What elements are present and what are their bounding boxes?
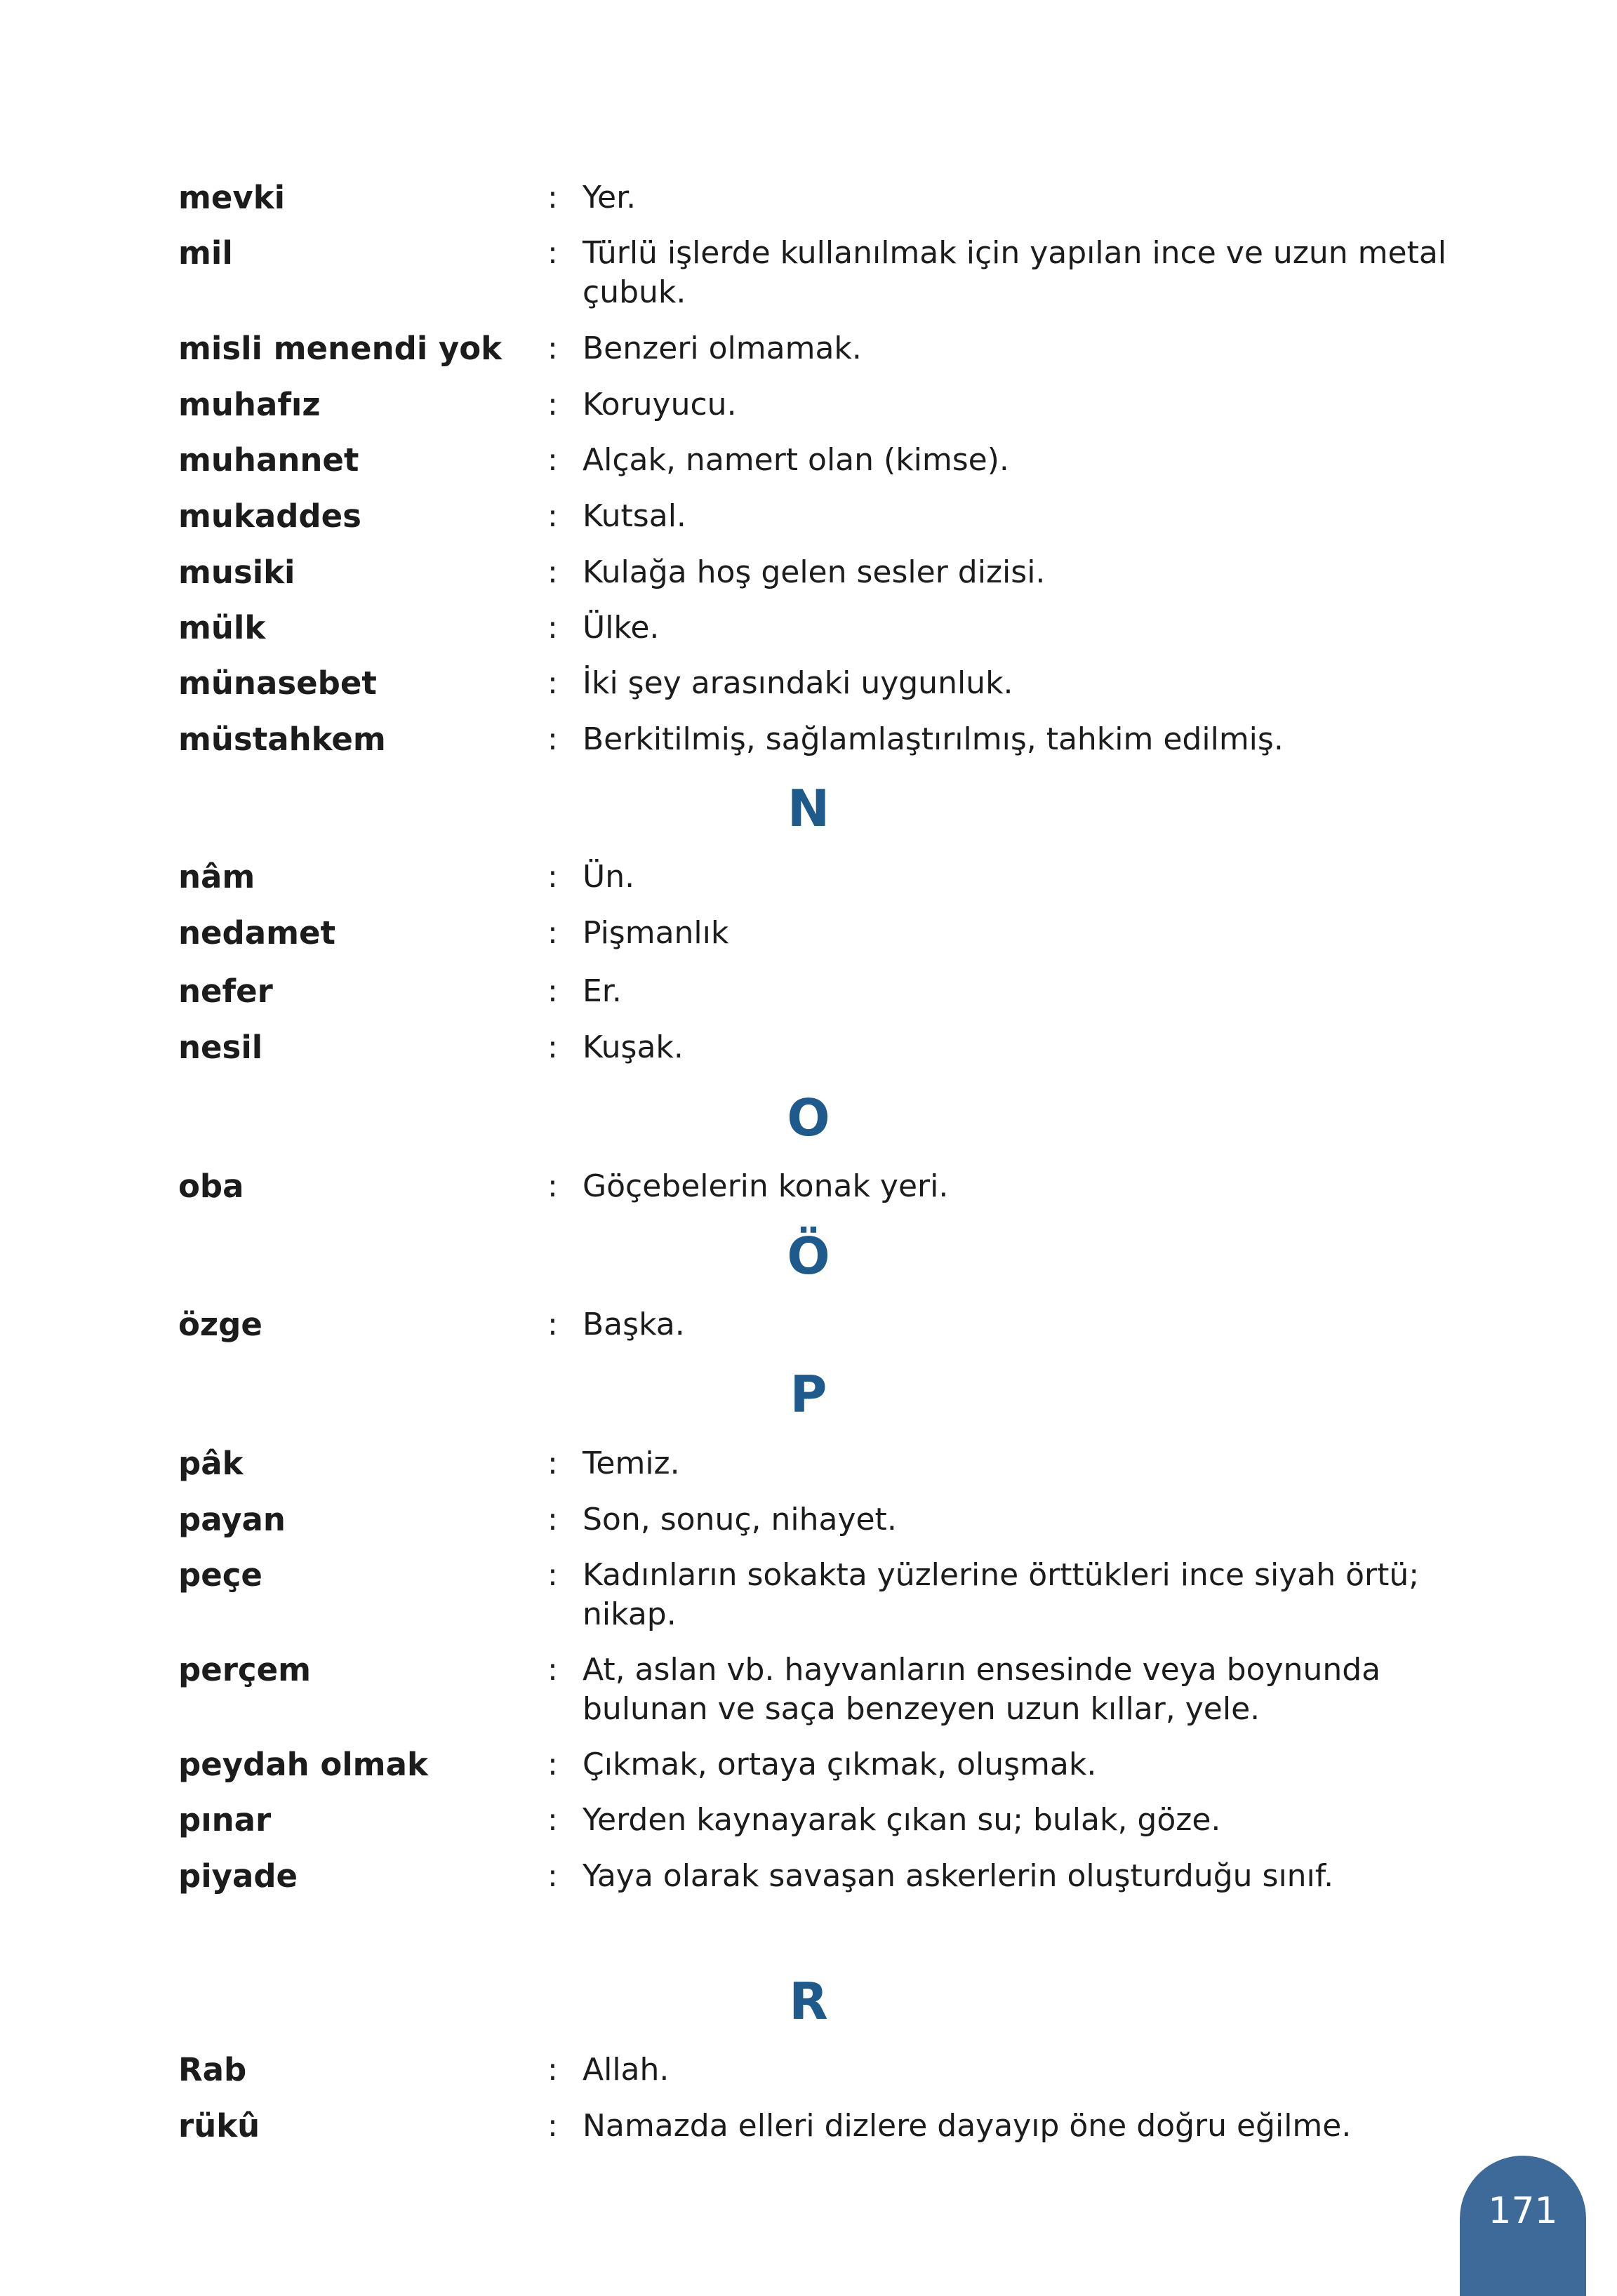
entry-separator: :: [547, 665, 558, 701]
entry-separator: :: [547, 554, 558, 590]
entry-term: muhannet: [178, 441, 359, 479]
entry-separator: :: [547, 2052, 558, 2088]
entry-definition: Koruyucu.: [583, 387, 737, 422]
entry-term: oba: [178, 1168, 244, 1205]
entry-separator: :: [547, 1652, 558, 1688]
entry-separator: :: [547, 1858, 558, 1894]
entry-term: peçe: [178, 1556, 262, 1594]
entry-term: payan: [178, 1501, 286, 1538]
entry-definition: Ün.: [583, 859, 635, 895]
entry-term: pınar: [178, 1801, 272, 1838]
entry-separator: :: [547, 498, 558, 534]
entry-term: münasebet: [178, 665, 377, 702]
entry-separator: :: [547, 859, 558, 895]
entry-separator: :: [547, 915, 558, 951]
entry-separator: :: [547, 1168, 558, 1204]
entry-term: nedamet: [178, 914, 336, 952]
entry-separator: :: [547, 1029, 558, 1065]
entry-separator: :: [547, 1502, 558, 1537]
entry-definition: Ülke.: [583, 610, 660, 646]
glossary-entry: [178, 385, 1442, 425]
glossary-entry: [178, 1028, 1442, 1067]
glossary-entry: [178, 1500, 1442, 1540]
entry-term: perçem: [178, 1651, 312, 1688]
entry-definition: Allah.: [583, 2052, 670, 2088]
glossary-entry: [178, 1167, 1442, 1206]
glossary-entry: [178, 914, 1442, 953]
entry-term: piyade: [178, 1857, 298, 1895]
glossary-entry: [178, 441, 1442, 480]
entry-term: pâk: [178, 1445, 244, 1482]
entry-term: mukaddes: [178, 498, 361, 535]
entry-term: muhafız: [178, 386, 321, 423]
entry-separator: :: [547, 973, 558, 1009]
entry-separator: :: [547, 2108, 558, 2144]
glossary-entry: [178, 1857, 1442, 1896]
section-heading-n: N: [787, 779, 830, 838]
entry-definition: Benzeri olmamak.: [583, 331, 862, 366]
glossary-entry: [178, 664, 1442, 703]
glossary-entry: [178, 2107, 1442, 2146]
section-heading-oe: Ö: [787, 1227, 830, 1286]
section-heading-r: R: [789, 1972, 828, 2031]
glossary-entry: [178, 608, 1442, 648]
entry-separator: :: [547, 180, 558, 215]
page-number-badge: [1460, 2156, 1586, 2296]
entry-definition: Namazda elleri dizlere dayayıp öne doğru eğilme.: [583, 2108, 1352, 2144]
glossary-entry: [178, 553, 1442, 592]
entry-definition: At, aslan vb. hayvanların ensesinde veya boynunda bulunan ve saça benzeyen uzun kıllar, yele.: [583, 1652, 1381, 1727]
entry-definition: Göçebelerin konak yeri.: [583, 1168, 949, 1204]
entry-definition: Yaya olarak savaşan askerlerin oluşturduğu sınıf.: [583, 1858, 1334, 1894]
glossary-entry: [178, 497, 1442, 536]
glossary-entry: [178, 720, 1442, 759]
glossary-entry: [178, 1745, 1442, 1784]
glossary-entry: [178, 1801, 1442, 1840]
glossary-entry: [178, 1650, 1442, 1727]
entry-term: özge: [178, 1306, 262, 1343]
glossary-entry: [178, 1556, 1442, 1632]
section-heading-p: P: [790, 1365, 827, 1424]
entry-term: mevki: [178, 179, 286, 216]
entry-definition: Kadınların sokakta yüzlerine örttükleri ince siyah örtü; nikap.: [583, 1557, 1420, 1632]
entry-separator: :: [547, 1307, 558, 1342]
entry-separator: :: [547, 1557, 558, 1593]
entry-term: Rab: [178, 2051, 247, 2088]
glossary-entry: [178, 178, 1442, 218]
entry-definition: Türlü işlerde kullanılmak için yapılan ince ve uzun metal çubuk.: [583, 235, 1447, 310]
glossary-entry: [178, 234, 1447, 310]
entry-definition: Temiz.: [583, 1446, 680, 1481]
entry-separator: :: [547, 442, 558, 478]
entry-term: nâm: [178, 858, 255, 895]
section-heading-o: O: [787, 1088, 830, 1147]
entry-definition: Yer.: [583, 180, 637, 215]
entry-definition: Yerden kaynayarak çıkan su; bulak, göze.: [583, 1802, 1221, 1838]
entry-definition: İki şey arasındaki uygunluk.: [583, 665, 1013, 701]
entry-separator: :: [547, 387, 558, 422]
entry-definition: Berkitilmiş, sağlamlaştırılmış, tahkim edilmiş.: [583, 721, 1284, 757]
entry-definition: Son, sonuç, nihayet.: [583, 1502, 897, 1537]
entry-separator: :: [547, 235, 558, 271]
glossary-entry: [178, 1305, 1442, 1344]
glossary-entry: [178, 972, 1442, 1011]
entry-definition: Kulağa hoş gelen sesler dizisi.: [583, 554, 1046, 590]
glossary-entry: [178, 857, 1442, 897]
entry-separator: :: [547, 331, 558, 366]
entry-definition: Alçak, namert olan (kimse).: [583, 442, 1009, 478]
entry-term: rükû: [178, 2107, 260, 2144]
glossary-entry: [178, 329, 1442, 368]
entry-separator: :: [547, 721, 558, 757]
entry-definition: Başka.: [583, 1307, 685, 1342]
entry-term: mil: [178, 234, 233, 272]
entry-term: nefer: [178, 973, 273, 1010]
entry-definition: Çıkmak, ortaya çıkmak, oluşmak.: [583, 1747, 1097, 1782]
entry-separator: :: [547, 610, 558, 646]
entry-term: musiki: [178, 554, 295, 591]
page-number: 171: [1488, 2190, 1558, 2232]
glossary-entry: [178, 1444, 1442, 1483]
entry-separator: :: [547, 1747, 558, 1782]
entry-definition: Er.: [583, 973, 622, 1009]
entry-term: müstahkem: [178, 721, 386, 758]
entry-term: nesil: [178, 1029, 263, 1066]
entry-term: mülk: [178, 609, 266, 646]
entry-term: peydah olmak: [178, 1746, 428, 1783]
glossary-entry: [178, 2050, 1442, 2090]
entry-term: misli menendi yok: [178, 330, 503, 367]
entry-definition: Pişmanlık: [583, 915, 729, 951]
entry-definition: Kutsal.: [583, 498, 686, 534]
entry-definition: Kuşak.: [583, 1029, 684, 1065]
entry-separator: :: [547, 1446, 558, 1481]
entry-separator: :: [547, 1802, 558, 1838]
